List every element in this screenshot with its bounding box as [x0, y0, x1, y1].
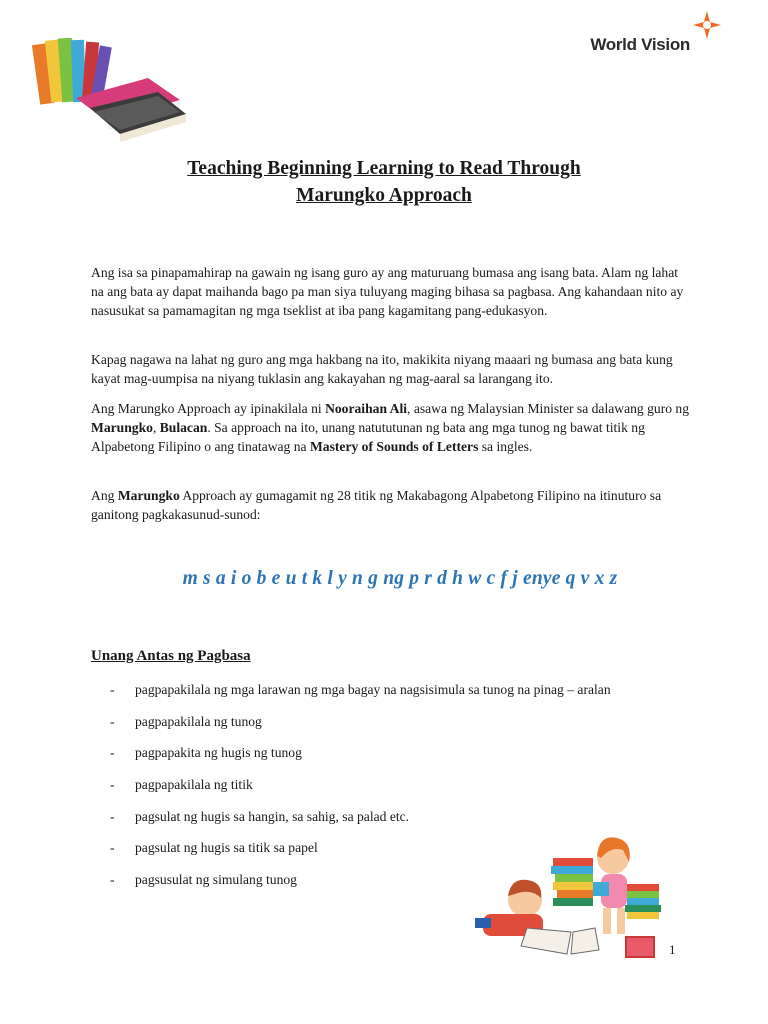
list-bullet: -: [110, 808, 115, 824]
list-bullet: -: [110, 745, 115, 761]
p3-bold-bulacan: Bulacan: [159, 420, 208, 435]
star-icon: [692, 10, 722, 40]
paragraph-4: [91, 486, 691, 524]
stacked-books-illustration: [30, 38, 190, 144]
list-item: [110, 712, 710, 744]
list-item: [110, 743, 710, 775]
list-item-text: pagpapakita ng hugis ng tunog: [135, 745, 302, 761]
list-item-text: pagsusulat ng simulang tunog: [135, 872, 297, 888]
document-title: [60, 155, 708, 209]
p3-text-2: , asawa ng Malaysian Minister sa dalawang guro ng: [407, 401, 690, 416]
paragraph-3: [91, 399, 691, 456]
p4-text-2: Approach ay gumagamit ng 28 titik ng Makabagong Alpabetong Filipino na itinuturo sa ganitong pagkakasunud-sunod:: [91, 488, 662, 522]
list-bullet: -: [110, 840, 115, 856]
p3-bold-marungko: Marungko: [91, 420, 153, 435]
list-item-text: pagpapakilala ng tunog: [135, 713, 262, 729]
p3-text-1: Ang Marungko Approach ay ipinakilala ni: [91, 401, 326, 416]
list-item-text: pagsulat ng hugis sa hangin, sa sahig, sa palad etc.: [135, 808, 410, 824]
title-line-1: Teaching Beginning Learning to Read Through: [187, 158, 581, 179]
children-reading-illustration: [475, 828, 670, 966]
list-item: [110, 775, 710, 807]
list-item-text: pagsulat ng hugis sa titik sa papel: [135, 840, 318, 856]
list-item: [110, 680, 710, 712]
list-item-text: pagpapakilala ng mga larawan ng mga bagay na nagsisimula sa tunog na pinag – aralan: [135, 682, 611, 697]
p3-bold-name: Nooraihan Ali: [325, 401, 408, 416]
p3-text-5: sa ingles.: [478, 439, 533, 454]
p3-text-3: ,: [152, 420, 160, 435]
paragraph-1: Ang isa sa pinapamahirap na gawain ng isang guro ay ang maturuang bumasa ang isang bata. Alam ng lahat na ang bata ay dapat maihanda bago pa man siya tuluyang maging bihasa sa pagbasa. Ang kahandaan nito ay nasusukat sa pamamagitan ng mga tseklist at iba pang kagamitang pang-edukasyon.: [91, 265, 684, 318]
section-heading: Unang Antas ng Pagbasa: [91, 648, 251, 664]
p4-text-1: Ang: [91, 488, 118, 503]
list-bullet: -: [110, 872, 115, 888]
page-number: 1: [669, 942, 676, 957]
p3-bold-mastery: Mastery of Sounds of Letters: [309, 439, 479, 454]
world-vision-logo: [530, 6, 730, 52]
logo-text: World Vision: [590, 35, 690, 54]
list-item-text: pagpapakilala ng titik: [135, 777, 253, 793]
alphabet-sequence: m s a i o b e u t k l y n g ng p r d h w c f j enye q v x z: [182, 568, 618, 589]
p3-text-4: . Sa approach na ito, unang natututunan ng bata ang mga tunog ng bawat titik ng Alpabetong Filipino o ang tinatawag na: [91, 420, 645, 454]
list-bullet: -: [110, 682, 115, 697]
paragraph-2: Kapag nagawa na lahat ng guro ang mga hakbang na ito, makikita niyang maaari ng bumasa ang bata kung kayat mag-uumpisa na niyang tuklasin ang kakayahan ng mag-aaral sa larangang ito.: [91, 352, 673, 386]
p4-bold-marungko: Marungko: [117, 488, 180, 503]
title-line-2: Marungko Approach: [296, 185, 472, 206]
list-bullet: -: [110, 713, 115, 729]
list-bullet: -: [110, 777, 115, 793]
